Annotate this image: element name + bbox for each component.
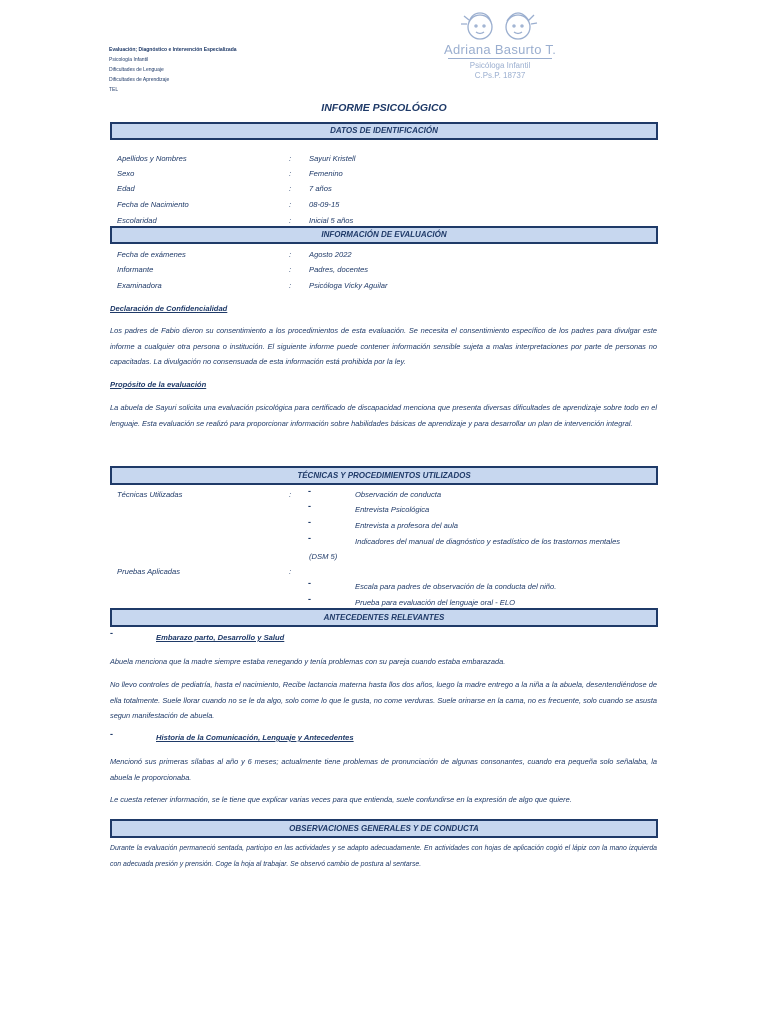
field-value: Psicóloga Vicky Aguilar: [309, 281, 388, 290]
bullet-dash: -: [110, 628, 113, 638]
header-line: TEL: [109, 87, 119, 93]
list-item: Entrevista a profesora del aula: [355, 521, 458, 530]
header-line: Psicología Infantil: [109, 57, 149, 63]
list-item: Escala para padres de observación de la conducta del niño.: [355, 582, 557, 591]
subsection-title-pregnancy: Embarazo parto, Desarrollo y Salud: [156, 633, 285, 642]
field-value: Agosto 2022: [309, 250, 352, 259]
logo-license: C.Ps.P. 18737: [474, 71, 526, 80]
confidentiality-text: Los padres de Fabio dieron su consentimiento a los procedimientos de esta evaluación. Se necesita el consentimiento específico de los padres para divulgar este informe a cualquier otra persona o institución. El siguiente informe puede contener información sensible sujeta a malas interpretaciones por parte de personas no capacitadas. La divulgación no consensuada de esta información está prohibida por la ley.: [110, 326, 657, 367]
field-label: Técnicas Utilizadas: [117, 490, 183, 499]
background-paragraph: Le cuesta retener información, se le tiene que explicar varias veces para que entienda, suele confundirse en la expresión de algo que quiere.: [110, 795, 572, 804]
field-label: Apellidos y Nombres: [117, 154, 187, 163]
list-item: Observación de conducta: [355, 490, 442, 499]
background-paragraph: Mencionó sus primeras sílabas al año y 6 meses; actualmente tiene problemas de pronunciación de algunas consonantes, cuando era pequeña solo señalaba, la abuela le proporcionaba.: [110, 757, 657, 782]
page-title: INFORME PSICOLÓGICO: [321, 102, 447, 114]
logo-subtitle: Psicóloga Infantil: [469, 61, 531, 70]
field-value: 7 años: [309, 184, 332, 193]
subsection-title-communication: Historia de la Comunicación, Lenguaje y Antecedentes: [156, 733, 354, 742]
header-line: Dificultades de Aprendizaje: [109, 77, 170, 83]
section-heading-techniques: TÉCNICAS Y PROCEDIMIENTOS UTILIZADOS: [110, 466, 658, 485]
background-paragraph: Abuela menciona que la madre siempre estaba renegando y tenía problemas con su pareja cuando estaba embarazada.: [110, 657, 506, 666]
bullet-dash: -: [110, 729, 113, 739]
field-value: 08-09-15: [309, 200, 340, 209]
confidentiality-heading: Declaración de Confidencialidad: [110, 304, 228, 313]
bullet-dash: -: [308, 517, 311, 527]
field-label: Escolaridad: [117, 216, 157, 225]
bullet-dash: -: [308, 501, 311, 511]
field-label: Pruebas Aplicadas: [117, 567, 181, 576]
field-separator: :: [289, 250, 292, 259]
purpose-text: La abuela de Sayuri solicita una evaluación psicológica para certificado de discapacidad menciona que presenta diversas dificultades de aprendizaje sobre todo en el lenguaje. Esta evaluación se realizó para proporcionar información sobre habilidades básicas de aprendizaje y para desarrollar un plan de intervención integral.: [110, 403, 657, 428]
field-value: Padres, docentes: [309, 265, 369, 274]
section-heading-identification: DATOS DE IDENTIFICACIÓN: [110, 122, 658, 140]
list-item-continuation: (DSM 5): [309, 552, 338, 561]
logo-divider: [448, 58, 552, 59]
field-separator: :: [289, 200, 292, 209]
purpose-heading: Propósito de la evaluación: [110, 380, 207, 389]
header-line: Dificultades de Lenguaje: [109, 67, 164, 73]
background-paragraph: No llevo controles de pediatría, hasta el nacimiento, Recibe lactancia materna hasta llos dos años, luego la madre entrego a la niña a la abuela, desentendiéndose de ella totalmente. Suele llorar cuando no se le da algo, solo come lo que le gusta, no come verduras. Suele orinarse en la cama, no es frecuente, solo cuando se asusta segun manifestación de abuela.: [110, 680, 657, 721]
observations-text: Durante la evaluación permaneció sentada, participo en las actividades y se adapto adecuadamente. En actividades con hojas de aplicación cogió el lápiz con la mano izquierda con adecuada presión y prensión. Coge la hoja al trabajar. Se observó cambio de postura al sentarse.: [110, 845, 657, 868]
field-label: Fecha de Nacimiento: [117, 200, 189, 209]
field-separator: :: [289, 184, 292, 193]
field-label: Sexo: [117, 169, 135, 178]
field-value: Inicial 5 años: [309, 216, 354, 225]
bullet-dash: -: [308, 486, 311, 496]
list-item: Indicadores del manual de diagnóstico y estadístico de los trastornos mentales: [355, 537, 621, 546]
field-separator: :: [289, 490, 292, 499]
field-separator: :: [289, 265, 292, 274]
list-item: Entrevista Psicológica: [355, 505, 430, 514]
bullet-dash: -: [308, 594, 311, 604]
field-separator: :: [289, 567, 292, 576]
field-separator: :: [289, 281, 292, 290]
bullet-dash: -: [308, 578, 311, 588]
field-label: Informante: [117, 265, 154, 274]
field-separator: :: [289, 154, 292, 163]
field-label: Examinadora: [117, 281, 162, 290]
field-value: Sayuri Kristell: [309, 154, 356, 163]
field-separator: :: [289, 216, 292, 225]
field-value: Femenino: [309, 169, 343, 178]
bullet-dash: -: [308, 533, 311, 543]
field-separator: :: [289, 169, 292, 178]
field-label: Fecha de exámenes: [117, 250, 186, 259]
section-heading-evaluation: INFORMACIÓN DE EVALUACIÓN: [110, 226, 658, 244]
children-faces-icon: [452, 8, 548, 42]
section-heading-background: ANTECEDENTES RELEVANTES: [110, 608, 658, 627]
field-label: Edad: [117, 184, 135, 193]
logo-name: Adriana Basurto T.: [444, 42, 557, 57]
list-item: Prueba para evaluación del lenguaje oral - ELO: [355, 598, 515, 607]
section-heading-observations: OBSERVACIONES GENERALES Y DE CONDUCTA: [110, 819, 658, 838]
header-line: Evaluación; Diagnóstico e Intervención Especializada: [109, 47, 237, 53]
